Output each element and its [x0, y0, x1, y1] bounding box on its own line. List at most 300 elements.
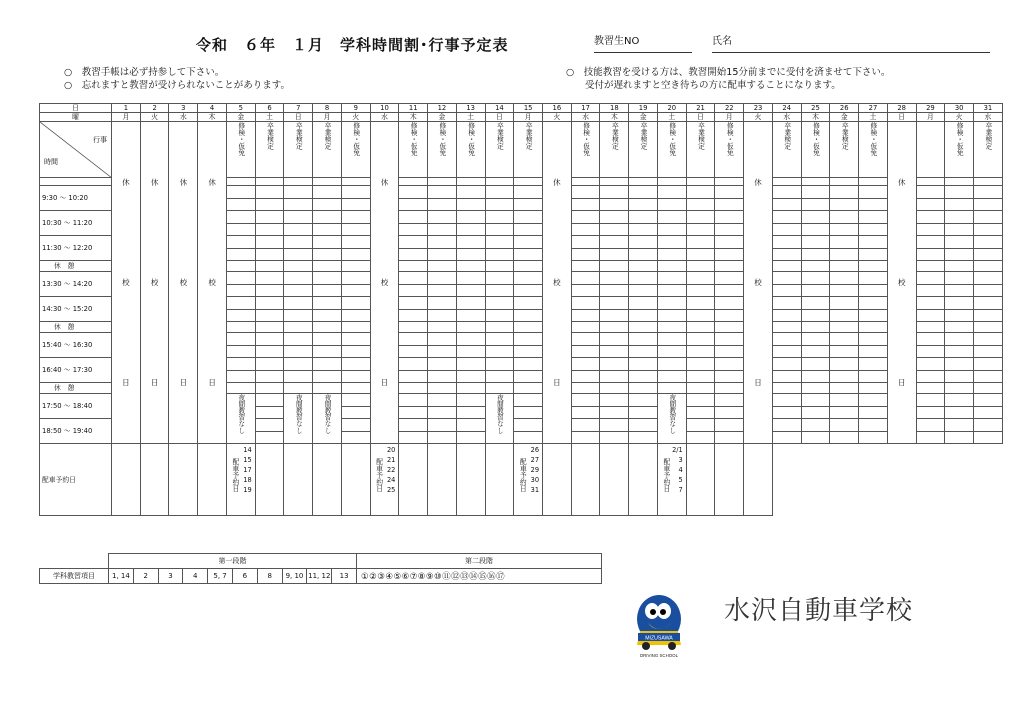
slot-cell	[945, 322, 974, 333]
slot-cell	[428, 261, 457, 272]
closed-day-char: 休	[150, 177, 159, 187]
slot-cell	[428, 178, 457, 186]
slot-cell	[859, 223, 888, 236]
dispatch-cell	[686, 444, 715, 516]
slot-cell	[715, 333, 744, 346]
name-line	[712, 52, 990, 53]
closed-day-char: 休	[897, 177, 906, 187]
slot-cell	[226, 272, 255, 285]
slot-cell	[772, 248, 801, 261]
slot-cell	[657, 211, 686, 224]
slot-cell	[341, 419, 370, 432]
closed-day-char: 校	[553, 277, 561, 287]
slot-cell	[686, 211, 715, 224]
weekday: 土	[255, 113, 284, 122]
event-text: 卒業検定	[294, 122, 303, 150]
slot-cell	[974, 236, 1003, 249]
slot-cell	[313, 333, 342, 346]
slot-cell	[600, 383, 629, 394]
slot-cell	[715, 394, 744, 407]
slot-cell	[485, 309, 514, 322]
time-slot-label: 15:40 ～ 16:30	[40, 333, 112, 358]
slot-cell	[945, 223, 974, 236]
weekday: 火	[945, 113, 974, 122]
slot-cell	[715, 236, 744, 249]
slot-cell	[341, 370, 370, 383]
slot-cell	[399, 272, 428, 285]
note-right-2: 受付が遅れますと空き待ちの方に配車することになります。	[566, 80, 841, 91]
event-text: 修検・仮免	[351, 122, 360, 156]
slot-cell	[600, 248, 629, 261]
slot-cell	[485, 333, 514, 346]
slot-cell	[399, 211, 428, 224]
event-text: 修検・仮免	[811, 122, 820, 156]
slot-cell	[485, 223, 514, 236]
slot-cell	[974, 358, 1003, 371]
slot-cell	[600, 236, 629, 249]
slot-cell	[859, 322, 888, 333]
slot-cell	[859, 272, 888, 285]
slot-cell	[255, 284, 284, 297]
slot-cell	[485, 358, 514, 371]
time-slot-label: 14:30 ～ 15:20	[40, 297, 112, 322]
slot-cell	[313, 322, 342, 333]
slot-cell	[859, 248, 888, 261]
slot-cell	[916, 370, 945, 383]
dispatch-cell	[370, 444, 399, 516]
event-text: 卒業検定	[265, 122, 274, 150]
slot-cell	[485, 261, 514, 272]
slot-cell	[830, 370, 859, 383]
slot-cell	[313, 358, 342, 371]
slot-cell	[255, 248, 284, 261]
slot-cell	[686, 284, 715, 297]
slot-cell	[657, 248, 686, 261]
closed-day-column	[198, 122, 227, 444]
slot-cell	[715, 309, 744, 322]
event-text: 修検・仮免	[466, 122, 475, 156]
dispatch-date: 20	[386, 446, 396, 454]
slot-cell	[226, 297, 255, 310]
slot-cell	[284, 178, 313, 186]
slot-cell	[916, 198, 945, 211]
slot-cell	[830, 394, 859, 407]
slot-cell	[341, 322, 370, 333]
slot-cell	[830, 322, 859, 333]
closed-day-char: 休	[122, 177, 130, 187]
weekday: 金	[830, 113, 859, 122]
slot-cell	[830, 358, 859, 371]
slot-cell	[313, 284, 342, 297]
dispatch-cell	[657, 444, 686, 516]
slot-cell	[715, 370, 744, 383]
slot-cell	[801, 322, 830, 333]
slot-cell	[657, 333, 686, 346]
stage1-item: 2	[133, 569, 158, 584]
slot-cell	[916, 419, 945, 432]
slot-cell	[284, 358, 313, 371]
closed-day-char: 校	[897, 277, 906, 287]
slot-cell	[284, 186, 313, 199]
slot-cell	[772, 345, 801, 358]
closed-day-column	[112, 122, 141, 444]
slot-cell	[341, 272, 370, 285]
slot-cell	[657, 236, 686, 249]
dispatch-cell	[456, 444, 485, 516]
slot-cell	[686, 261, 715, 272]
event-text: 卒業検定	[782, 122, 791, 150]
dispatch-date: 18	[243, 476, 252, 484]
slot-cell	[715, 178, 744, 186]
curriculum-table	[39, 553, 602, 584]
weekday: 木	[198, 113, 227, 122]
slot-cell	[255, 236, 284, 249]
day-number: 30	[945, 104, 974, 113]
slot-cell	[284, 345, 313, 358]
slot-cell	[945, 178, 974, 186]
slot-cell	[801, 236, 830, 249]
closed-day-char: 休	[380, 177, 389, 187]
slot-cell	[686, 248, 715, 261]
slot-cell	[629, 333, 658, 346]
closed-day-char: 校	[179, 277, 188, 287]
slot-cell	[974, 345, 1003, 358]
slot-cell	[629, 394, 658, 407]
slot-cell	[715, 284, 744, 297]
weekday: 日	[485, 113, 514, 122]
day-number: 15	[514, 104, 543, 113]
slot-cell	[456, 297, 485, 310]
slot-cell	[830, 272, 859, 285]
slot-cell	[657, 322, 686, 333]
slot-cell	[514, 406, 543, 419]
event-text: 修検・仮免	[581, 122, 590, 156]
slot-cell	[629, 358, 658, 371]
slot-cell	[629, 345, 658, 358]
stage1-label: 第一段階	[109, 554, 357, 569]
slot-cell	[428, 345, 457, 358]
slot-cell	[514, 297, 543, 310]
slot-cell	[485, 186, 514, 199]
event-cell	[916, 122, 945, 178]
note-right-1: ○ 技能教習を受ける方は、教習開始15分前までに受付を済ませて下さい。	[566, 67, 891, 78]
weekday: 土	[859, 113, 888, 122]
slot-cell	[226, 248, 255, 261]
slot-cell	[571, 284, 600, 297]
slot-cell	[686, 236, 715, 249]
slot-cell	[313, 198, 342, 211]
slot-cell	[456, 284, 485, 297]
slot-cell	[830, 333, 859, 346]
slot-cell	[399, 419, 428, 432]
slot-cell	[514, 178, 543, 186]
weekday: 火	[744, 113, 773, 122]
event-cell	[801, 122, 830, 178]
slot-cell	[399, 358, 428, 371]
stage1-item: 13	[332, 569, 357, 584]
slot-cell	[772, 198, 801, 211]
slot-cell	[715, 248, 744, 261]
day-number: 10	[370, 104, 399, 113]
event-cell	[830, 122, 859, 178]
slot-cell	[772, 211, 801, 224]
slot-cell	[686, 297, 715, 310]
event-cell	[255, 122, 284, 178]
stage1-item: 6	[232, 569, 257, 584]
slot-cell	[772, 383, 801, 394]
closed-day-char: 日	[754, 377, 762, 387]
dispatch-vertical-label: 配車予約日	[661, 458, 670, 492]
slot-cell	[456, 394, 485, 407]
student-no-label: 教習生NO	[594, 36, 640, 47]
event-cell	[341, 122, 370, 178]
closed-day-char: 休	[208, 177, 216, 187]
slot-cell	[428, 198, 457, 211]
slot-cell	[514, 198, 543, 211]
slot-cell	[514, 236, 543, 249]
slot-cell	[456, 358, 485, 371]
closed-day-char: 日	[897, 377, 906, 387]
night-none-cell	[284, 394, 313, 444]
slot-cell	[514, 272, 543, 285]
slot-cell	[916, 345, 945, 358]
slot-cell	[916, 297, 945, 310]
event-cell	[945, 122, 974, 178]
dispatch-date: 30	[530, 476, 540, 484]
slot-cell	[571, 178, 600, 186]
dispatch-date: 7	[678, 486, 683, 494]
slot-cell	[916, 406, 945, 419]
slot-cell	[284, 261, 313, 272]
slot-cell	[859, 178, 888, 186]
slot-cell	[629, 223, 658, 236]
time-slot-label: 10:30 ～ 11:20	[40, 211, 112, 236]
stage1-item: 3	[158, 569, 183, 584]
slot-cell	[571, 333, 600, 346]
slot-cell	[657, 284, 686, 297]
slot-cell	[974, 333, 1003, 346]
slot-cell	[313, 236, 342, 249]
slot-cell	[255, 309, 284, 322]
slot-cell	[456, 272, 485, 285]
slot-cell	[456, 178, 485, 186]
slot-cell	[428, 431, 457, 444]
slot-cell	[428, 223, 457, 236]
slot-cell	[772, 186, 801, 199]
time-slot-label: 16:40 ～ 17:30	[40, 358, 112, 383]
slot-cell	[801, 272, 830, 285]
slot-cell	[313, 248, 342, 261]
slot-cell	[313, 297, 342, 310]
slot-cell	[399, 284, 428, 297]
event-cell	[428, 122, 457, 178]
slot-cell	[629, 322, 658, 333]
slot-cell	[600, 186, 629, 199]
slot-cell	[686, 186, 715, 199]
slot-cell	[657, 198, 686, 211]
closed-day-char: 校	[122, 277, 130, 287]
slot-cell	[715, 297, 744, 310]
slot-cell	[686, 431, 715, 444]
slot-cell	[629, 248, 658, 261]
slot-cell	[226, 358, 255, 371]
day-number: 2	[140, 104, 169, 113]
closed-day-char: 休	[179, 177, 188, 187]
slot-cell	[657, 370, 686, 383]
slot-cell	[226, 309, 255, 322]
slot-cell	[428, 248, 457, 261]
slot-cell	[313, 261, 342, 272]
dispatch-date: 25	[386, 486, 396, 494]
slot-cell	[715, 211, 744, 224]
slot-cell	[686, 223, 715, 236]
event-text: 修検・仮免	[236, 122, 245, 156]
rest-label: 休 憩	[40, 322, 112, 333]
slot-cell	[456, 198, 485, 211]
slot-cell	[341, 297, 370, 310]
slot-cell	[284, 309, 313, 322]
slot-cell	[600, 370, 629, 383]
slot-cell	[772, 394, 801, 407]
slot-cell	[686, 358, 715, 371]
page-title: 令和 ６年 １月 学科時間割･行事予定表	[196, 36, 509, 54]
slot-cell	[485, 297, 514, 310]
slot-cell	[341, 284, 370, 297]
slot-cell	[255, 345, 284, 358]
slot-cell	[686, 178, 715, 186]
dispatch-vertical-label: 配車予約日	[374, 458, 383, 492]
slot-cell	[399, 261, 428, 272]
slot-cell	[974, 370, 1003, 383]
day-number: 28	[887, 104, 916, 113]
dispatch-cell	[571, 444, 600, 516]
slot-cell	[801, 248, 830, 261]
slot-cell	[916, 333, 945, 346]
slot-cell	[629, 272, 658, 285]
day-number: 31	[974, 104, 1003, 113]
slot-cell	[514, 211, 543, 224]
slot-cell	[399, 223, 428, 236]
mascot-logo	[626, 589, 692, 659]
slot-cell	[399, 383, 428, 394]
slot-cell	[313, 178, 342, 186]
slot-cell	[801, 198, 830, 211]
slot-cell	[859, 358, 888, 371]
event-cell	[571, 122, 600, 178]
weekday: 水	[772, 113, 801, 122]
slot-cell	[801, 284, 830, 297]
slot-cell	[772, 272, 801, 285]
slot-cell	[341, 383, 370, 394]
stage2-items: ①②③④⑤⑥⑦⑧⑨⑩⑪⑫⑬⑭⑮⑯⑰	[356, 569, 601, 584]
slot-cell	[916, 236, 945, 249]
slot-cell	[629, 297, 658, 310]
slot-cell	[801, 333, 830, 346]
logo-badge-text: MIZUSAWA	[645, 635, 673, 642]
name-label: 氏名	[712, 36, 732, 47]
slot-cell	[801, 394, 830, 407]
slot-cell	[341, 211, 370, 224]
slot-cell	[255, 297, 284, 310]
slot-cell	[916, 322, 945, 333]
slot-cell	[629, 309, 658, 322]
slot-cell	[686, 383, 715, 394]
slot-cell	[226, 211, 255, 224]
slot-cell	[916, 261, 945, 272]
event-cell	[629, 122, 658, 178]
dispatch-date: 26	[530, 446, 540, 454]
slot-cell	[600, 309, 629, 322]
slot-cell	[974, 211, 1003, 224]
slot-cell	[916, 272, 945, 285]
day-number: 3	[169, 104, 198, 113]
slot-cell	[399, 309, 428, 322]
dispatch-date: 27	[530, 456, 540, 464]
slot-cell	[428, 284, 457, 297]
day-number: 22	[715, 104, 744, 113]
slot-cell	[571, 406, 600, 419]
slot-cell	[571, 223, 600, 236]
day-number: 12	[428, 104, 457, 113]
slot-cell	[226, 370, 255, 383]
event-text: 修検・仮免	[868, 122, 877, 156]
slot-cell	[341, 358, 370, 371]
slot-cell	[226, 284, 255, 297]
event-text: 卒業検定	[639, 122, 648, 150]
dispatch-cell	[399, 444, 428, 516]
closed-day-char: 校	[380, 277, 389, 287]
slot-cell	[629, 406, 658, 419]
slot-cell	[657, 358, 686, 371]
slot-cell	[514, 383, 543, 394]
slot-cell	[715, 272, 744, 285]
slot-cell	[801, 223, 830, 236]
slot-cell	[284, 383, 313, 394]
slot-cell	[830, 186, 859, 199]
slot-cell	[571, 419, 600, 432]
day-number: 13	[456, 104, 485, 113]
slot-cell	[974, 431, 1003, 444]
night-none-text: 夜間教習なし	[323, 394, 331, 434]
closed-day-char: 休	[553, 177, 561, 187]
slot-cell	[428, 333, 457, 346]
slot-cell	[226, 223, 255, 236]
slot-cell	[600, 333, 629, 346]
slot-cell	[600, 178, 629, 186]
day-number: 27	[859, 104, 888, 113]
slot-cell	[399, 333, 428, 346]
day-number: 8	[313, 104, 342, 113]
weekday: 水	[571, 113, 600, 122]
slot-cell	[600, 322, 629, 333]
slot-cell	[974, 394, 1003, 407]
slot-cell	[657, 383, 686, 394]
slot-cell	[657, 297, 686, 310]
event-cell	[715, 122, 744, 178]
closed-day-char: 日	[179, 377, 188, 387]
slot-cell	[600, 223, 629, 236]
slot-cell	[629, 261, 658, 272]
stage1-item: 11, 12	[307, 569, 332, 584]
slot-cell	[428, 309, 457, 322]
slot-cell	[571, 383, 600, 394]
slot-cell	[514, 284, 543, 297]
slot-cell	[801, 383, 830, 394]
slot-cell	[916, 383, 945, 394]
weekday: 土	[456, 113, 485, 122]
night-none-cell	[657, 394, 686, 444]
slot-cell	[514, 261, 543, 272]
